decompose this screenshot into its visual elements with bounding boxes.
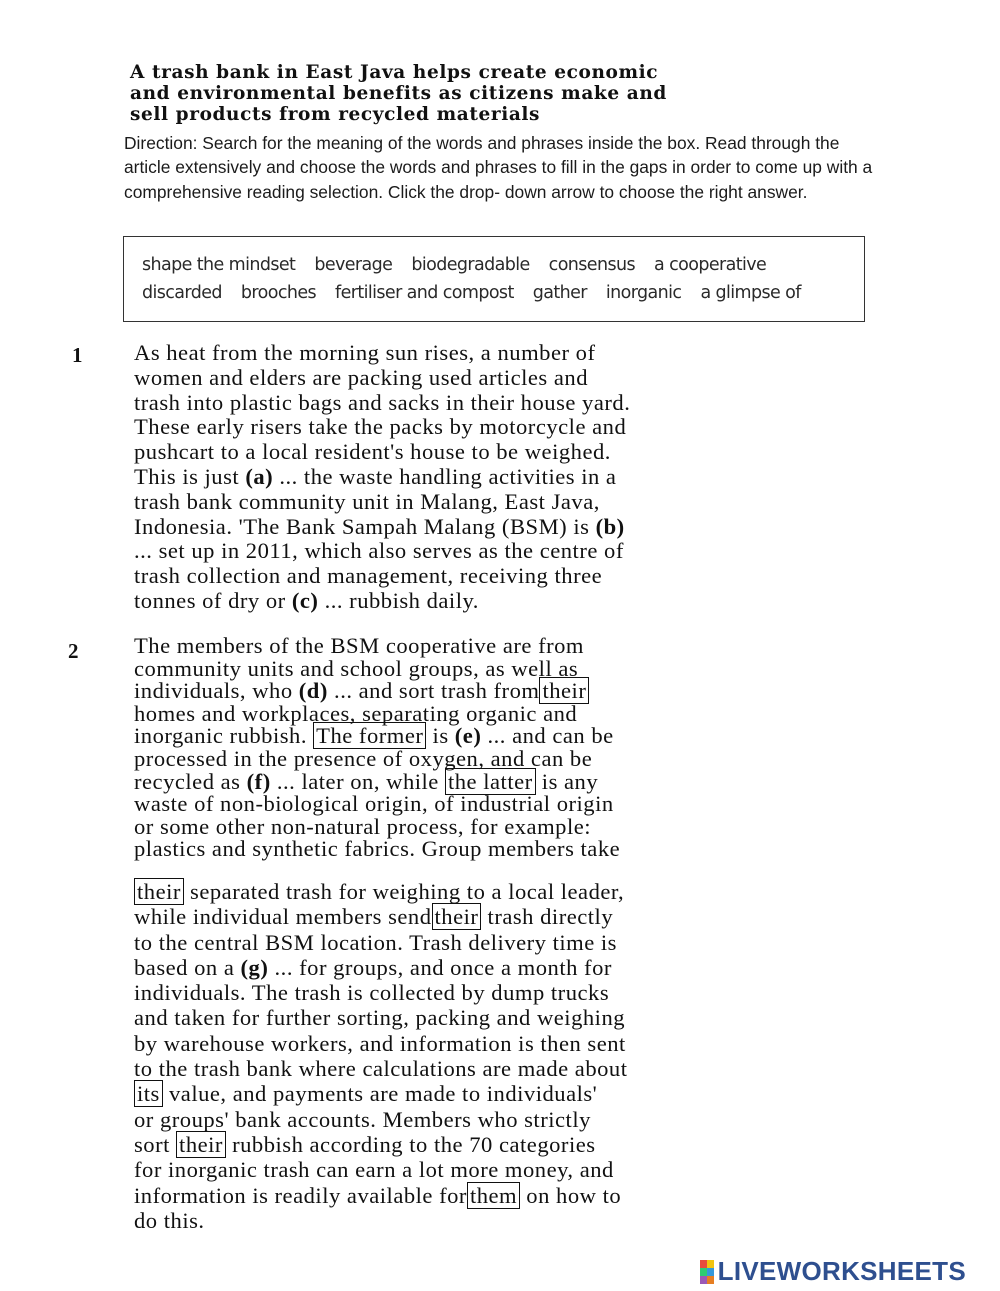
paragraph-line <box>134 768 620 794</box>
boxed-reference-word: them <box>467 1182 520 1209</box>
paragraph-line: or some other non-natural process, for example: <box>134 813 592 839</box>
word-box-item: beverage <box>314 255 393 275</box>
text-run: while individual members send <box>134 904 432 930</box>
word-box-item: a glimpse of <box>700 283 801 303</box>
boxed-reference-word: its <box>134 1080 163 1107</box>
paragraph-line <box>134 680 620 703</box>
paragraph-line: These early risers take the packs by motorcycle and <box>134 414 627 440</box>
paragraph-3 <box>134 879 628 1233</box>
paragraph-line <box>134 1081 628 1106</box>
paragraph-1 <box>134 341 630 614</box>
paragraph-line <box>134 904 628 929</box>
paragraph-line <box>134 1183 628 1208</box>
title-line-2: and environmental benefits as citizens make and <box>130 83 667 104</box>
paragraph-line: The members of the BSM cooperative are from <box>134 633 585 658</box>
text-run: ... later on, while <box>270 768 445 794</box>
paragraph-line: do this. <box>134 1207 205 1233</box>
boxed-reference-word: their <box>432 903 482 930</box>
gap-marker-g: (g) <box>240 954 269 980</box>
paragraph-line: processed in the presence of oxygen, and can be <box>134 745 593 771</box>
paragraph-2 <box>134 635 620 861</box>
word-box-item: discarded <box>142 283 222 303</box>
gap-marker-b: (b) <box>595 513 625 539</box>
word-box-item: shape the mindset <box>142 255 296 275</box>
paragraph-line <box>134 725 620 748</box>
paragraph-number-1: 1 <box>72 343 83 367</box>
word-box-row-2 <box>142 283 820 303</box>
word-box-item: consensus <box>548 255 635 275</box>
text-run: value, and payments are made to individuals' <box>162 1081 598 1107</box>
paragraph-line: or groups' bank accounts. Members who strictly <box>134 1106 591 1132</box>
paragraph-line: waste of non-biological origin, of industrial origin <box>134 791 614 817</box>
paragraph-line <box>134 1132 628 1157</box>
boxed-reference-word: their <box>176 1131 226 1158</box>
text-run: separated trash for weighing to a local leader, <box>183 879 625 904</box>
gap-marker-c: (c) <box>291 587 319 613</box>
text-run: ... rubbish daily. <box>318 587 479 613</box>
text-run: Indonesia. 'The Bank Sampah Malang (BSM) is <box>134 513 596 539</box>
text-run: information is readily available for <box>134 1182 467 1208</box>
text-run: ... for groups, and once a month for <box>268 954 612 980</box>
paragraph-line: As heat from the morning sun rises, a number of <box>134 340 596 365</box>
gap-marker-a: (a) <box>245 463 274 489</box>
paragraph-line: to the trash bank where calculations are made about <box>134 1056 628 1082</box>
word-box-item: a cooperative <box>654 255 767 275</box>
paragraph-line: women and elders are packing used articles and <box>134 364 588 390</box>
gap-marker-f: (f) <box>246 768 271 794</box>
word-box-item: gather <box>532 283 587 303</box>
liveworksheets-logo-icon <box>700 1260 714 1284</box>
article-title <box>130 62 890 125</box>
paragraph-line: ... set up in 2011, which also serves as the centre of <box>134 538 624 564</box>
text-run: recycled as <box>134 768 247 794</box>
title-line-3: sell products from recycled materials <box>130 104 541 125</box>
paragraph-line <box>134 465 630 490</box>
text-run: trash directly <box>481 904 614 930</box>
boxed-reference-word: The former <box>313 722 426 749</box>
word-box-item: brooches <box>240 283 317 303</box>
paragraph-line: individuals. The trash is collected by dump trucks <box>134 980 610 1006</box>
text-run: individuals, who <box>134 678 299 704</box>
word-box-item: biodegradable <box>411 255 530 275</box>
paragraph-line: plastics and synthetic fabrics. Group members take <box>134 836 621 862</box>
text-run: This is just <box>134 463 246 489</box>
paragraph-line: by warehouse workers, and information is then sent <box>134 1030 626 1056</box>
logo-text: LIVEWORKSHEETS <box>717 1256 966 1286</box>
paragraph-line <box>134 879 628 904</box>
paragraph-line <box>134 515 630 540</box>
paragraph-line: community units and school groups, as well as <box>134 655 579 681</box>
boxed-reference-word: their <box>134 878 184 905</box>
word-box-item: inorganic <box>605 283 682 303</box>
text-run: ... the waste handling activities in a <box>273 463 617 489</box>
boxed-reference-word: the latter <box>445 768 536 795</box>
text-run: based on a <box>134 954 241 980</box>
paragraph-line <box>134 589 630 614</box>
direction-text: Direction: Search for the meaning of the words and phrases inside the box. Read through the article extensively and choose the words and phrases to fill in the gaps in order to come up with a comprehensive reading selection. Click the drop- down arrow to choose the right answer. <box>124 133 873 202</box>
paragraph-line <box>134 955 628 980</box>
paragraph-line: for inorganic trash can earn a lot more money, and <box>134 1157 614 1183</box>
paragraph-line: to the central BSM location. Trash delivery time is <box>134 929 617 955</box>
text-run: is any <box>535 768 599 794</box>
paragraph-line: trash bank community unit in Malang, East Java, <box>134 488 600 514</box>
word-box-item: fertiliser and compost <box>335 283 514 303</box>
text-run: tonnes of dry or <box>134 587 292 613</box>
text-run: inorganic rubbish. <box>134 723 314 749</box>
paragraph-number-2: 2 <box>68 639 79 663</box>
paragraph-line: and taken for further sorting, packing and weighing <box>134 1005 626 1031</box>
text-run: on how to <box>520 1182 622 1208</box>
word-box <box>123 236 865 322</box>
text-run: rubbish according to the 70 categories <box>225 1131 596 1157</box>
boxed-reference-word: their <box>539 677 589 704</box>
gap-marker-e: (e) <box>454 723 482 749</box>
text-run: ... and sort trash from <box>327 678 540 704</box>
liveworksheets-logo[interactable] <box>700 1256 966 1287</box>
text-run: sort <box>134 1131 177 1157</box>
text-run: ... and can be <box>481 723 614 749</box>
title-line-1: A trash bank in East Java helps create economic <box>130 62 659 83</box>
paragraph-line: trash collection and management, receiving three <box>134 563 603 589</box>
paragraph-line: trash into plastic bags and sacks in their house yard. <box>134 389 631 415</box>
word-box-row-1 <box>142 255 785 275</box>
gap-marker-d: (d) <box>298 678 328 704</box>
paragraph-line: pushcart to a local resident's house to be weighed. <box>134 439 611 465</box>
text-run: is <box>426 723 455 749</box>
paragraph-line: homes and workplaces, separating organic and <box>134 700 578 726</box>
